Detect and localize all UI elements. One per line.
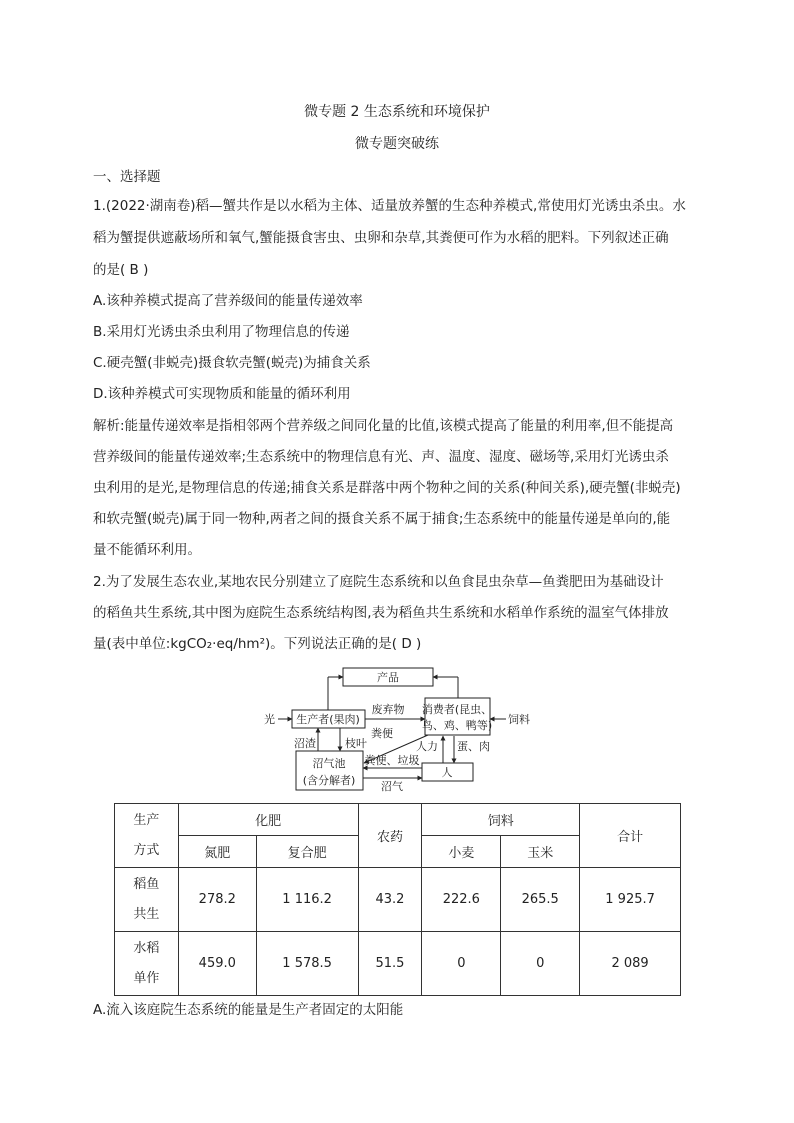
human-label: 人 [441,766,453,779]
q1-stem-line-1: 1.(2022·湖南卷)稻—蟹共作是以水稻为主体、适量放养蟹的生态种养模式,常使用灯光诱虫杀虫。水 [93,198,686,214]
q1-option-a: A.该种养模式提高了营养级间的能量传递效率 [93,293,363,309]
q2-stem-line-3: 量(表中单位:kgCO₂·eq/hm²)。下列说法正确的是( D ) [93,636,422,652]
page-subtitle: 微专题突破练 [355,136,439,152]
leaves-label: 枝叶 [345,737,367,750]
page-title: 微专题 2 生态系统和环境保护 [304,104,490,120]
table-row [115,868,681,932]
header-fertilizer: 化肥 [178,804,358,836]
header-compound: 复合肥 [256,836,358,868]
cell-compound: 1 116.2 [256,868,358,932]
q1-analysis-line-5: 量不能循环利用。 [93,542,201,558]
producer-label: 生产者(果肉) [296,713,360,726]
ecosystem-diagram [258,665,538,795]
q1-option-c: C.硬壳蟹(非蜕壳)摄食软壳蟹(蜕壳)为捕食关系 [93,355,371,371]
row-mode-line-2: 共生 [133,906,160,922]
section-heading: 一、选择题 [93,169,161,185]
waste-label: 废弃物 [371,703,405,716]
feces-label: 粪便 [371,727,393,740]
q1-analysis-line-1: 解析:能量传递效率是指相邻两个营养级之间同化量的比值,该模式提高了能量的利用率,但不能提高 [93,418,674,434]
q1-option-b: B.采用灯光诱虫杀虫利用了物理信息的传递 [93,324,350,340]
cell-pesticide: 51.5 [358,932,422,996]
header-pesticide: 农药 [358,804,422,868]
q1-stem-line-2: 稻为蟹提供遮蔽场所和氧气,蟹能摄食害虫、虫卵和杂草,其粪便可作为水稻的肥料。下列叙述正确 [93,230,669,246]
labor-label: 人力 [416,740,438,753]
feces-garbage-label: 粪便、垃圾 [364,754,420,767]
header-mode-line-2: 方式 [133,842,160,858]
row-mode-cell [115,868,179,932]
product-label: 产品 [377,671,399,684]
q2-option-a: A.流入该庭院生态系统的能量是生产者固定的太阳能 [93,1002,404,1018]
header-total: 合计 [580,804,681,868]
cell-nitrogen: 459.0 [178,932,256,996]
header-nitrogen: 氮肥 [178,836,256,868]
cell-total: 1 925.7 [580,868,681,932]
q1-stem-line-3: 的是( B ) [93,262,149,278]
q1-analysis-line-3: 虫利用的是光,是物理信息的传递;捕食关系是群落中两个物种之间的关系(种间关系),硬壳蟹(非蜕壳) [93,480,681,496]
q2-stem-line-2: 的稻鱼共生系统,其中图为庭院生态系统结构图,表为稻鱼共生系统和水稻单作系统的温室气体排放 [93,605,669,621]
biogas-label: 沼气 [381,780,403,793]
biogas-tank-label-line-2: (含分解者) [302,774,356,787]
light-label: 光 [264,713,275,726]
q1-analysis-line-4: 和软壳蟹(蜕壳)属于同一物种,两者之间的摄食关系不属于捕食;生态系统中的能量传递是单向的,能 [93,511,671,527]
cell-total: 2 089 [580,932,681,996]
cell-corn: 265.5 [501,868,580,932]
cell-wheat: 0 [422,932,501,996]
row-mode-cell [115,932,179,996]
residue-label: 沼渣 [294,737,316,750]
cell-compound: 1 578.5 [256,932,358,996]
consumer-label-line-1: 消费者(昆虫、 [421,703,493,716]
header-corn: 玉米 [501,836,580,868]
header-feed: 饲料 [422,804,580,836]
biogas-tank-label-line-1: 沼气池 [312,757,346,770]
q1-option-d: D.该种养模式可实现物质和能量的循环利用 [93,386,351,402]
feed-label: 饲料 [508,713,530,726]
q1-analysis-line-2: 营养级间的能量传递效率;生态系统中的物理信息有光、声、温度、湿度、磁场等,采用灯光诱虫杀 [93,449,669,465]
header-mode-line-1: 生产 [133,812,160,828]
q2-stem-line-1: 2.为了发展生态农业,某地农民分别建立了庭院生态系统和以鱼食昆虫杂草—鱼粪肥田为基础设计 [93,574,664,590]
cell-corn: 0 [501,932,580,996]
header-wheat: 小麦 [422,836,501,868]
table-header-row [115,804,681,836]
cell-nitrogen: 278.2 [178,868,256,932]
table-row [115,932,681,996]
eggs-meat-label: 蛋、肉 [457,740,490,753]
row-mode-line-1: 水稻 [133,940,160,956]
consumer-label-line-2: 鸟、鸡、鸭等) [421,719,493,732]
row-mode-line-1: 稻鱼 [133,876,160,892]
cell-wheat: 222.6 [422,868,501,932]
emissions-table [114,803,681,996]
cell-pesticide: 43.2 [358,868,422,932]
row-mode-line-2: 单作 [133,970,160,986]
header-mode-cell [115,804,179,868]
